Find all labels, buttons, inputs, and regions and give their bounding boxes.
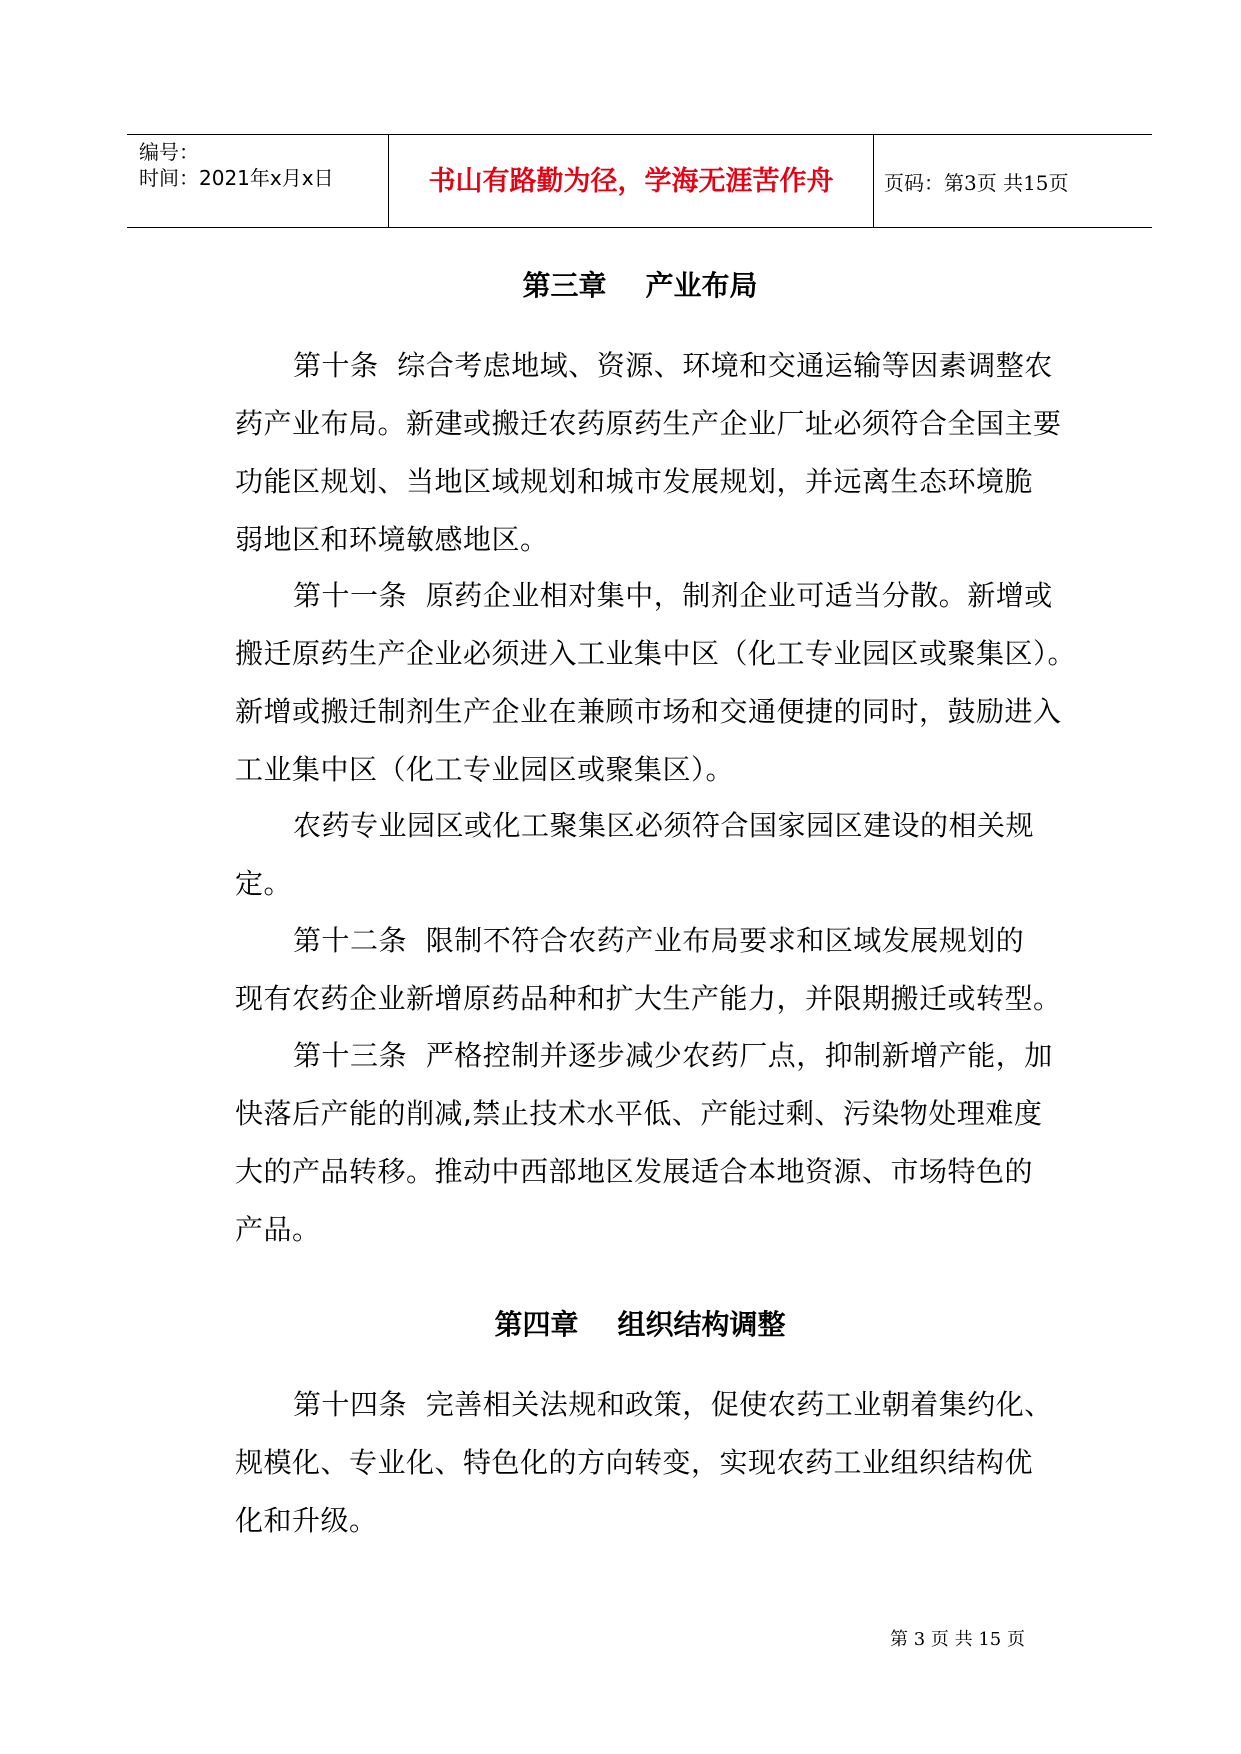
- article-line: 搬迁原药生产企业必须进入工业集中区（化工专业园区或聚集区）。: [235, 637, 1077, 670]
- article-12: [235, 912, 1062, 1028]
- article-line: 现有农药企业新增原药品种和扩大生产能力，并限期搬迁或转型。: [235, 982, 1062, 1015]
- header-motto-cell: [389, 135, 874, 227]
- article-11: [235, 567, 1077, 799]
- article-line: 弱地区和环境敏感地区。: [235, 523, 549, 556]
- article-line: 药产业布局。新建或搬迁农药原药生产企业厂址必须符合全国主要: [235, 407, 1062, 440]
- article-line: 第十二条 限制不符合农药产业布局要求和区域发展规划的: [293, 924, 1025, 957]
- article-13: [235, 1027, 1053, 1259]
- article-line: 第十四条 完善相关法规和政策，促使农药工业朝着集约化、: [293, 1388, 1053, 1421]
- page-footer: 第 3 页 共 15 页: [890, 1629, 1025, 1650]
- article-line: 第十条 综合考虑地域、资源、环境和交通运输等因素调整农: [293, 349, 1053, 382]
- document-header: [127, 134, 1152, 228]
- chapter-3-title: 第三章 产业布局: [522, 269, 758, 302]
- header-page-cell: [874, 135, 1152, 227]
- article-line: 新增或搬迁制剂生产企业在兼顾市场和交通便捷的同时，鼓励进入: [235, 695, 1062, 728]
- article-line: 第十一条 原药企业相对集中，制剂企业可适当分散。新增或: [293, 579, 1053, 612]
- article-line: 大的产品转移。推动中西部地区发展适合本地资源、市场特色的: [235, 1155, 1034, 1188]
- document-time-label: 时间：2021年x月x日: [139, 166, 334, 190]
- article-line: 快落后产能的削减,禁止技术水平低、产能过剩、污染物处理难度: [235, 1097, 1043, 1130]
- article-line: 工业集中区（化工专业园区或聚集区）。: [235, 753, 735, 786]
- article-10: [235, 337, 1062, 569]
- article-line: 化和升级。: [235, 1504, 378, 1537]
- article-line: 第十三条 严格控制并逐步减少农药厂点，抑制新增产能，加: [293, 1039, 1053, 1072]
- header-page-code: 页码：第3页 共15页: [884, 171, 1069, 195]
- chapter-4-title: 第四章 组织结构调整: [494, 1308, 786, 1341]
- article-line: 农药专业园区或化工聚集区必须符合国家园区建设的相关规: [293, 809, 1035, 842]
- header-meta-cell: [127, 135, 389, 227]
- article-line: 产品。: [235, 1213, 321, 1246]
- article-11-clause: [235, 797, 1045, 913]
- document-number-label: 编号：: [139, 140, 199, 164]
- header-motto: 书山有路勤为径，学海无涯苦作舟: [428, 166, 834, 197]
- article-line: 定。: [235, 867, 293, 900]
- article-14: [235, 1376, 1053, 1550]
- article-line: 功能区规划、当地区域规划和城市发展规划，并远离生态环境脆: [235, 465, 1034, 498]
- article-line: 规模化、专业化、特色化的方向转变，实现农药工业组织结构优: [235, 1446, 1034, 1479]
